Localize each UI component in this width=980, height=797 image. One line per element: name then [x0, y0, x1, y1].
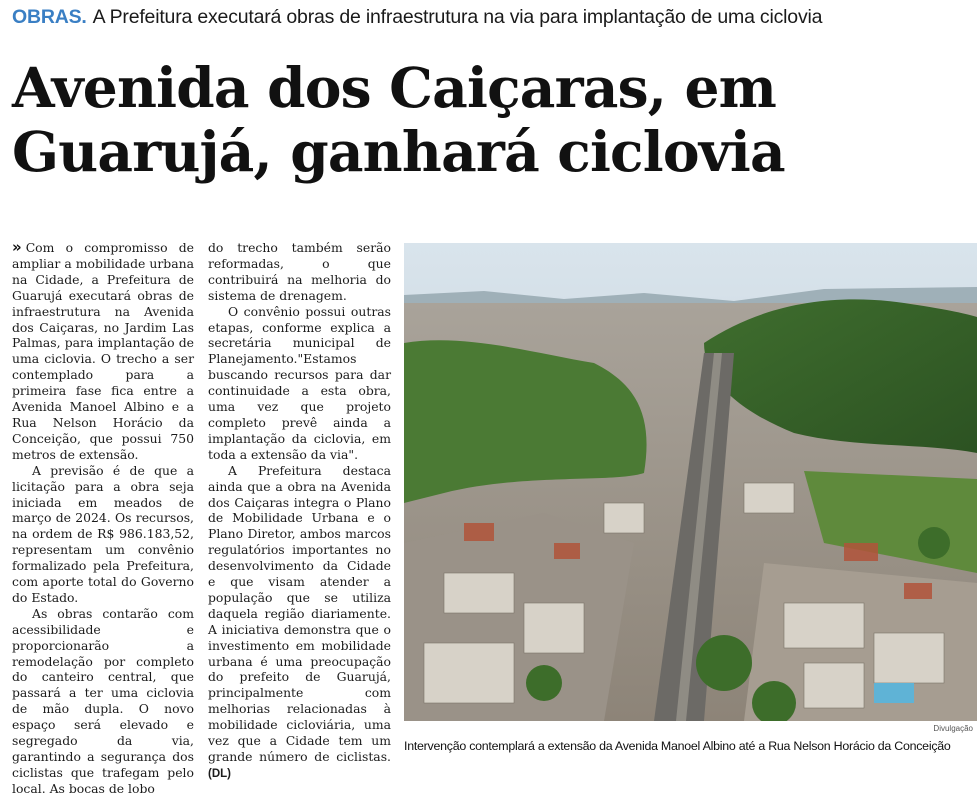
- photo-caption: Intervenção contemplará a extensão da Avenida Manoel Albino até a Rua Nelson Horácio da Conceição: [404, 739, 951, 753]
- paragraph-4: O convênio possui outras etapas, conforme explica a secretária municipal de Planejamento."Estamos buscando recursos para dar continuidade a esta obra, uma vez que projeto completo prevê ainda a implantação da ciclovia, em toda a extensão da via".: [208, 303, 391, 462]
- chevron-bullet-icon: »: [12, 238, 22, 256]
- article-column-2: [208, 240, 391, 783]
- paragraph-3-part-2: do trecho também serão reformadas, o que contribuirá na melhoria do sistema de drenagem.: [208, 240, 391, 303]
- paragraph-5-text: A Prefeitura destaca ainda que a obra na Avenida dos Caiçaras integra o Plano de Mobilidade Urbana e o Plano Diretor, ambos marcos regulatórios importantes no desenvolvimento da Cidade e que visam atender a população que se utiliza daquela região diariamente. A iniciativa demonstra que o investimento em mobilidade urbana é uma preocupação do prefeito de Guarujá, principalmente com melhorias relacionadas à mobilidade cicloviária, uma vez que a Cidade tem um grande número de ciclistas.: [208, 462, 391, 764]
- paragraph-2: A previsão é de que a licitação para a obra seja iniciada em meados de março de 2024. Os recursos, na ordem de R$ 986.183,52, representam um convênio formalizado pela Prefeitura, com aporte total do Governo do Estado.: [12, 462, 194, 605]
- photo-credit: Divulgação: [933, 724, 973, 733]
- kicker: [12, 6, 822, 29]
- deck-line: A Prefeitura executará obras de infraestrutura na via para implantação de uma ciclovia: [92, 6, 823, 28]
- section-tag: OBRAS.: [12, 6, 87, 28]
- headline: [12, 56, 972, 184]
- aerial-photo: [404, 243, 977, 721]
- paragraph-1-text: Com o compromisso de ampliar a mobilidade urbana na Cidade, a Prefeitura de Guarujá executará obras de infraestrutura na Avenida dos Caiçaras, no Jardim Las Palmas, para implantação de uma ciclovia. O trecho a ser contemplado para a primeira fase fica entre a Avenida Manoel Albino e a Rua Nelson Horácio da Conceição, que possui 750 metros de extensão.: [12, 240, 194, 462]
- author-signature: (DL): [208, 767, 231, 780]
- paragraph-5: [208, 463, 391, 783]
- paragraph-3-part-1: As obras contarão com acessibilidade e proporcionarão a remodelação por completo do canteiro central, que passará a ter uma ciclovia de mão dupla. O novo espaço será elevado e segregado da via, garantindo a segurança dos ciclistas que trafegam pelo local. As bocas de lobo: [12, 605, 194, 796]
- headline-line-1: Avenida dos Caiçaras, em: [12, 55, 777, 120]
- paragraph-1: [12, 240, 194, 463]
- article-column-1: [12, 240, 194, 797]
- headline-line-2: Guarujá, ganhará ciclovia: [12, 119, 785, 184]
